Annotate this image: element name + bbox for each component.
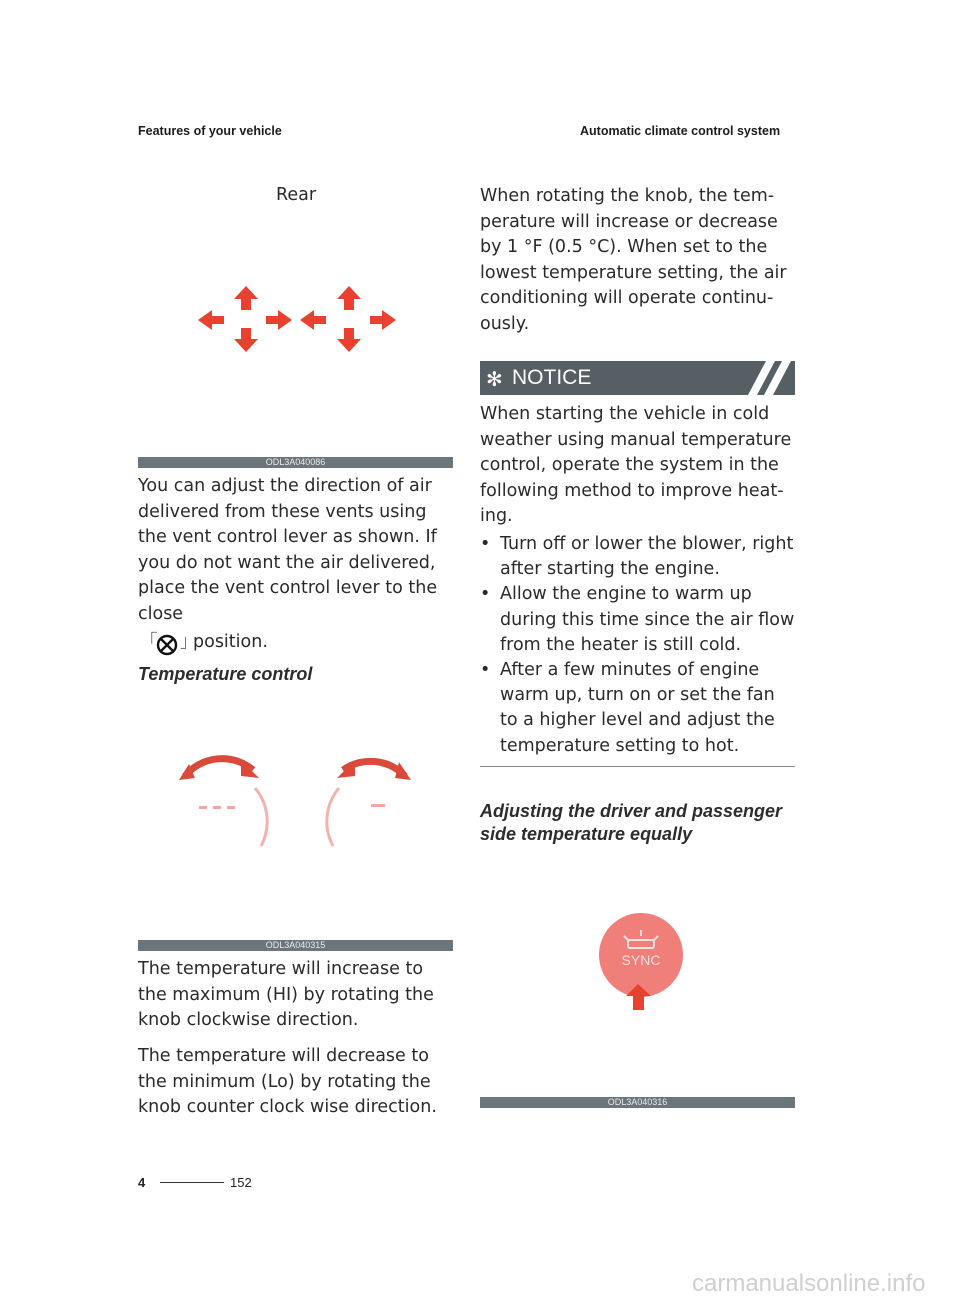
knob-rotation-paragraph: [480, 184, 796, 338]
figure3-caption: ODL3A040316: [480, 1097, 795, 1108]
temp-increase-paragraph: [138, 957, 456, 1034]
knob-rotation-text: When rotating the knob, the temperature will increase or decrease by 1 °F (0.5 °C). When set to the lowest temperature setting, the air conditioning will operate continuously.: [480, 186, 787, 334]
sync-heading-wrap: [480, 800, 796, 846]
temperature-knob-left-icon: [179, 759, 267, 846]
list-item: • Turn off or lower the blower, right after starting the engine.: [480, 534, 794, 580]
footer-rule: [160, 1182, 224, 1183]
notice-end-divider: [480, 766, 795, 767]
rear-label: Rear: [276, 185, 317, 205]
notice-banner: [480, 361, 795, 395]
vent-paragraph: [138, 474, 456, 658]
bullet-text: After a few minutes of engine warm up, turn on or set the fan to a higher level and adjust the temperature setting to hot.: [500, 660, 775, 756]
list-item: • Allow the engine to warm up during this time since the air flow from the heater is still cold.: [480, 584, 795, 655]
bracket-close: 」: [180, 631, 198, 652]
bullet-text: Turn off or lower the blower, right after starting the engine.: [500, 534, 794, 580]
vent-text: You can adjust the direction of air delivered from these vents using the vent control lever as shown. If you do not want the air delivered, place the vent control lever to the close: [138, 476, 438, 624]
arrow-right-icon: [370, 310, 396, 330]
figure1-caption: ODL3A040086: [138, 457, 453, 468]
sync-button-figure: [598, 912, 688, 1016]
sync-label: SYNC: [621, 952, 661, 968]
vent-close-icon: [156, 634, 178, 665]
notice-bullets: [480, 532, 796, 759]
notice-stripes-icon: [742, 361, 795, 395]
watermark: carmanualsonline.info: [692, 1270, 926, 1297]
temperature-control-heading: Temperature control: [138, 664, 313, 684]
running-header-left: Features of your vehicle: [138, 124, 282, 138]
vent-arrows-icon: [190, 280, 405, 360]
figure2-caption: ODL3A040315: [138, 940, 453, 951]
arrow-down-icon: [337, 328, 361, 352]
vent-close-end: position.: [193, 631, 268, 652]
arrow-left-icon: [300, 310, 326, 330]
bullet-text: Allow the engine to warm up during this time since the air flow from the heater is still cold.: [500, 584, 795, 655]
temperature-knob-right-icon: [327, 760, 411, 846]
running-header-right: Automatic climate control system: [580, 124, 781, 138]
notice-paragraph: [480, 402, 796, 530]
sync-heading: Adjusting the driver and passenger side temperature equally: [480, 801, 783, 844]
chapter-number: 4: [138, 1175, 146, 1190]
notice-star-icon: ✻: [486, 367, 503, 391]
arrow-down-icon: [234, 328, 258, 352]
bracket-open: 「: [140, 631, 158, 652]
arrow-up-icon: [234, 286, 258, 310]
notice-text: When starting the vehicle in cold weather using manual temperature control, operate the system in the following method to improve heating.: [480, 404, 792, 527]
temp-decrease-text: The temperature will decrease to the minimum (Lo) by rotating the knob counter clock wise direction.: [138, 1046, 437, 1118]
list-item: • After a few minutes of engine warm up, turn on or set the fan to a higher level and adjust the temperature setting to hot.: [480, 660, 775, 756]
temp-decrease-paragraph: [138, 1044, 456, 1121]
page-number: 152: [230, 1175, 252, 1190]
arrow-left-icon: [198, 310, 224, 330]
temperature-knob-figure: [175, 748, 425, 858]
arrow-up-icon: [337, 286, 361, 310]
temp-increase-text: The temperature will increase to the maximum (HI) by rotating the knob clockwise direction.: [138, 959, 434, 1031]
arrow-right-icon: [266, 310, 292, 330]
vent-direction-figure: [190, 280, 405, 360]
vent-close-line: [138, 630, 456, 658]
notice-label: NOTICE: [512, 366, 592, 389]
